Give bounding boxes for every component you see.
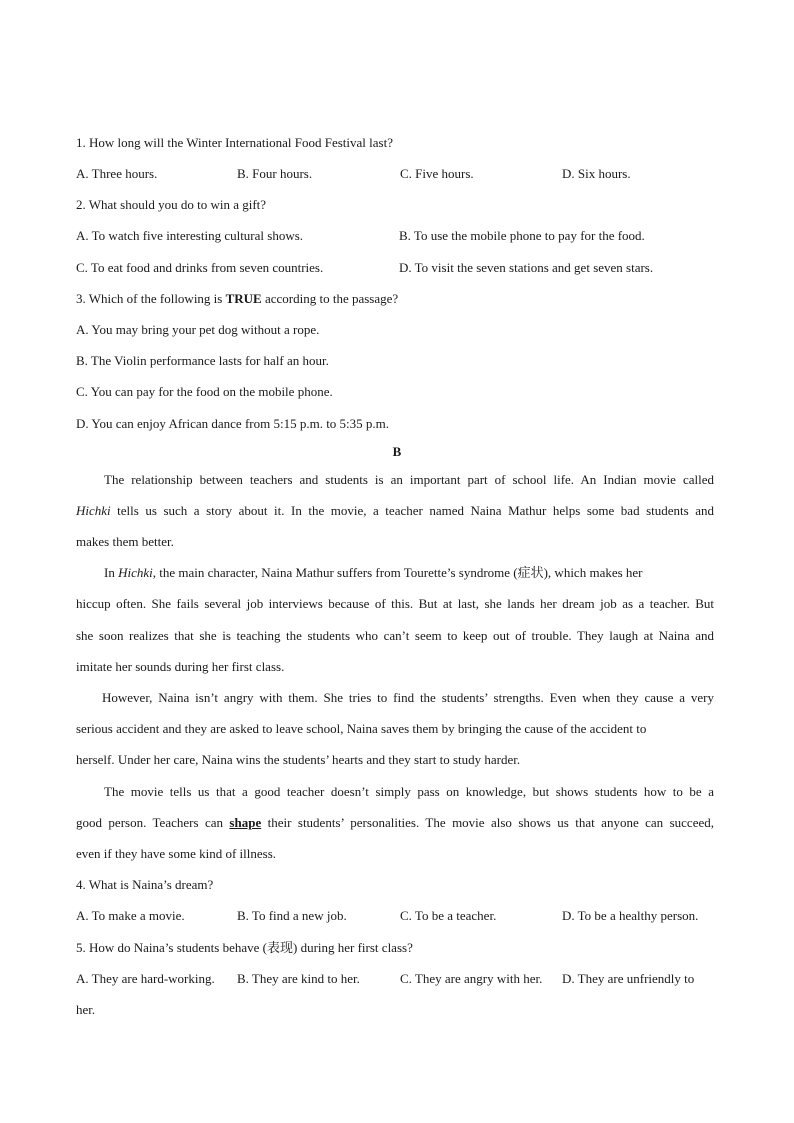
- passage-p3-line1: However, Naina isn’t angry with them. She tries to find the students’ strengths. Even when they cause a very: [102, 690, 714, 705]
- passage-p1-line2: Hichki tells us such a story about it. In the movie, a teacher named Naina Mathur helps some bad students and: [76, 503, 714, 518]
- q4-question: 4. What is Naina’s dream?: [76, 877, 214, 892]
- q3-option-c: C. You can pay for the food on the mobile phone.: [76, 384, 333, 399]
- q1-option-d: D. Six hours.: [562, 166, 631, 181]
- movie-title: Hichki: [118, 565, 153, 580]
- q3-question-pre: 3. Which of the following is: [76, 291, 226, 306]
- q3-option-a: A. You may bring your pet dog without a rope.: [76, 322, 320, 337]
- section-b-title: B: [392, 444, 402, 459]
- q5-option-d: D. They are unfriendly to: [562, 971, 695, 986]
- q2-question: 2. What should you do to win a gift?: [76, 197, 267, 212]
- passage-p4-line1: The movie tells us that a good teacher doesn’t simply pass on knowledge, but shows students how to be a: [104, 784, 714, 799]
- passage-p2-line3: she soon realizes that she is teaching the students who can’t seem to keep out of trouble. They laugh at Naina and: [76, 628, 714, 643]
- q5-option-d-continuation: her.: [76, 1002, 96, 1017]
- q3-question-keyword: TRUE: [225, 291, 262, 306]
- q5-option-c: C. They are angry with her.: [400, 971, 543, 986]
- q2-option-b: B. To use the mobile phone to pay for the food.: [399, 228, 645, 243]
- q4-option-d: D. To be a healthy person.: [562, 908, 699, 923]
- q1-question: 1. How long will the Winter International Food Festival last?: [76, 135, 393, 150]
- passage-p2-line4: imitate her sounds during her first class.: [76, 659, 285, 674]
- q2-option-a: A. To watch five interesting cultural shows.: [76, 228, 304, 243]
- q5-option-b: B. They are kind to her.: [237, 971, 360, 986]
- q1-option-b: B. Four hours.: [237, 166, 313, 181]
- q4-option-a: A. To make a movie.: [76, 908, 185, 923]
- passage-p1-line1: The relationship between teachers and students is an important part of school life. An Indian movie called: [104, 472, 714, 487]
- q2-option-c: C. To eat food and drinks from seven countries.: [76, 260, 324, 275]
- movie-title: Hichki: [76, 503, 111, 518]
- q4-option-b: B. To find a new job.: [237, 908, 347, 923]
- q5-question: 5. How do Naina’s students behave (表现) during her first class?: [76, 940, 413, 955]
- passage-p3-line2: serious accident and they are asked to leave school, Naina saves them by bringing the cause of the accident to: [76, 721, 647, 736]
- q4-option-c: C. To be a teacher.: [400, 908, 497, 923]
- keyword-shape: shape: [229, 815, 262, 830]
- passage-p2-line1: In Hichki, the main character, Naina Mathur suffers from Tourette’s syndrome (症状), which makes her: [104, 565, 643, 580]
- passage-p4-line3: even if they have some kind of illness.: [76, 846, 277, 861]
- q5-option-a: A. They are hard-working.: [76, 971, 215, 986]
- q3-option-d: D. You can enjoy African dance from 5:15 p.m. to 5:35 p.m.: [76, 416, 390, 431]
- q2-option-d: D. To visit the seven stations and get seven stars.: [399, 260, 654, 275]
- passage-p3-line3: herself. Under her care, Naina wins the students’ hearts and they start to study harder.: [76, 752, 521, 767]
- q3-question-post: according to the passage?: [261, 291, 399, 306]
- passage-p1-line3: makes them better.: [76, 534, 174, 549]
- q3-question: [76, 291, 398, 307]
- q1-option-a: A. Three hours.: [76, 166, 158, 181]
- q1-option-c: C. Five hours.: [400, 166, 474, 181]
- passage-p4-line2: good person. Teachers can shape their students’ personalities. The movie also shows us that anyone can succeed,: [76, 815, 714, 830]
- q3-option-b: B. The Violin performance lasts for half an hour.: [76, 353, 329, 368]
- passage-p2-line2: hiccup often. She fails several job interviews because of this. But at last, she lands her dream job as a teacher. But: [76, 596, 714, 611]
